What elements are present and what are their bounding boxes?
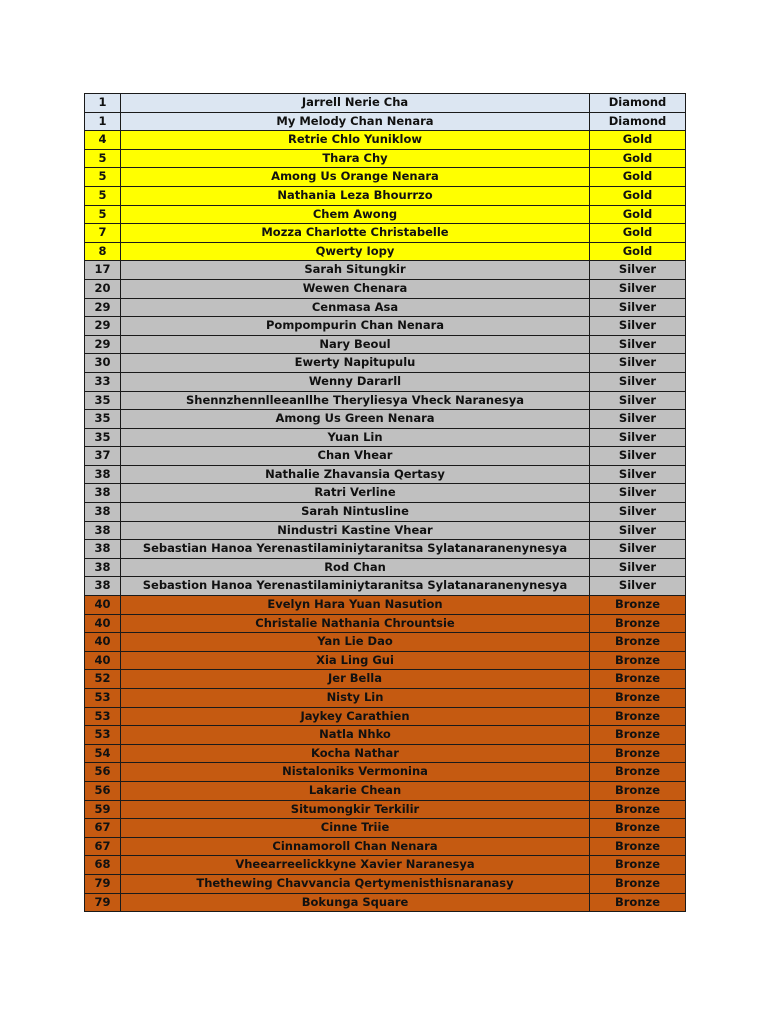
table-row	[85, 465, 686, 484]
table-row	[85, 633, 686, 652]
rank-cell: 1	[85, 94, 121, 113]
rank-cell: 8	[85, 242, 121, 261]
tier-cell: Silver	[590, 428, 686, 447]
tier-cell: Bronze	[590, 744, 686, 763]
name-cell: Yan Lie Dao	[121, 633, 590, 652]
name-cell: Ratri Verline	[121, 484, 590, 503]
table-row	[85, 186, 686, 205]
table-row	[85, 874, 686, 893]
rank-cell: 52	[85, 670, 121, 689]
name-cell: Wewen Chenara	[121, 279, 590, 298]
rank-cell: 35	[85, 428, 121, 447]
table-row	[85, 391, 686, 410]
tier-cell: Silver	[590, 503, 686, 522]
table-row	[85, 837, 686, 856]
tier-cell: Bronze	[590, 670, 686, 689]
rank-cell: 38	[85, 484, 121, 503]
rank-cell: 5	[85, 168, 121, 187]
tier-cell: Silver	[590, 335, 686, 354]
name-cell: Qwerty Iopy	[121, 242, 590, 261]
table-row	[85, 317, 686, 336]
rank-cell: 38	[85, 540, 121, 559]
rank-cell: 29	[85, 298, 121, 317]
table-row	[85, 744, 686, 763]
name-cell: Kocha Nathar	[121, 744, 590, 763]
table-row	[85, 335, 686, 354]
rank-cell: 67	[85, 819, 121, 838]
tier-cell: Bronze	[590, 633, 686, 652]
tier-cell: Silver	[590, 298, 686, 317]
name-cell: Evelyn Hara Yuan Nasution	[121, 596, 590, 615]
rank-cell: 33	[85, 372, 121, 391]
tier-cell: Bronze	[590, 689, 686, 708]
table-row	[85, 577, 686, 596]
table-row	[85, 726, 686, 745]
table-row	[85, 149, 686, 168]
name-cell: Nathalie Zhavansia Qertasy	[121, 465, 590, 484]
tier-cell: Diamond	[590, 112, 686, 131]
rank-cell: 35	[85, 410, 121, 429]
name-cell: Rod Chan	[121, 558, 590, 577]
rank-cell: 30	[85, 354, 121, 373]
rank-cell: 5	[85, 205, 121, 224]
name-cell: Retrie Chlo Yuniklow	[121, 131, 590, 150]
table-row	[85, 168, 686, 187]
table-row	[85, 410, 686, 429]
name-cell: Cinne Triie	[121, 819, 590, 838]
tier-cell: Silver	[590, 391, 686, 410]
name-cell: Chan Vhear	[121, 447, 590, 466]
table-row	[85, 428, 686, 447]
tier-cell: Silver	[590, 279, 686, 298]
rank-cell: 1	[85, 112, 121, 131]
rank-cell: 20	[85, 279, 121, 298]
rank-cell: 29	[85, 335, 121, 354]
name-cell: Wenny Dararll	[121, 372, 590, 391]
tier-cell: Bronze	[590, 726, 686, 745]
rank-cell: 4	[85, 131, 121, 150]
tier-cell: Silver	[590, 410, 686, 429]
name-cell: Thara Chy	[121, 149, 590, 168]
name-cell: Natla Nhko	[121, 726, 590, 745]
tier-cell: Bronze	[590, 781, 686, 800]
name-cell: Lakarie Chean	[121, 781, 590, 800]
name-cell: Jer Bella	[121, 670, 590, 689]
rank-cell: 40	[85, 633, 121, 652]
name-cell: Cenmasa Asa	[121, 298, 590, 317]
rank-cell: 54	[85, 744, 121, 763]
tier-cell: Silver	[590, 372, 686, 391]
table-row	[85, 372, 686, 391]
name-cell: Shennzhennlleeanllhe Theryliesya Vheck Naranesya	[121, 391, 590, 410]
table-row	[85, 224, 686, 243]
rank-cell: 5	[85, 149, 121, 168]
table-row	[85, 94, 686, 113]
rank-cell: 53	[85, 726, 121, 745]
rank-cell: 5	[85, 186, 121, 205]
rank-cell: 68	[85, 856, 121, 875]
tier-cell: Bronze	[590, 651, 686, 670]
table-row	[85, 707, 686, 726]
tier-cell: Gold	[590, 242, 686, 261]
rank-cell: 79	[85, 893, 121, 912]
table-row	[85, 651, 686, 670]
table-row	[85, 540, 686, 559]
table-row	[85, 596, 686, 615]
tier-cell: Silver	[590, 540, 686, 559]
name-cell: Nisty Lin	[121, 689, 590, 708]
rank-cell: 38	[85, 503, 121, 522]
tier-cell: Silver	[590, 447, 686, 466]
tier-cell: Silver	[590, 465, 686, 484]
tier-cell: Diamond	[590, 94, 686, 113]
tier-cell: Bronze	[590, 763, 686, 782]
name-cell: Jaykey Carathien	[121, 707, 590, 726]
name-cell: Xia Ling Gui	[121, 651, 590, 670]
table-row	[85, 205, 686, 224]
name-cell: My Melody Chan Nenara	[121, 112, 590, 131]
tier-cell: Silver	[590, 521, 686, 540]
rank-cell: 29	[85, 317, 121, 336]
table-row	[85, 856, 686, 875]
tier-cell: Bronze	[590, 874, 686, 893]
name-cell: Among Us Orange Nenara	[121, 168, 590, 187]
rank-cell: 67	[85, 837, 121, 856]
table-row	[85, 614, 686, 633]
name-cell: Christalie Nathania Chrountsie	[121, 614, 590, 633]
rank-cell: 53	[85, 689, 121, 708]
name-cell: Nary Beoul	[121, 335, 590, 354]
tier-cell: Bronze	[590, 800, 686, 819]
tier-cell: Gold	[590, 186, 686, 205]
rank-cell: 35	[85, 391, 121, 410]
name-cell: Sarah Nintusline	[121, 503, 590, 522]
ranking-table	[84, 93, 686, 912]
rank-cell: 38	[85, 558, 121, 577]
tier-cell: Silver	[590, 484, 686, 503]
tier-cell: Bronze	[590, 837, 686, 856]
name-cell: Ewerty Napitupulu	[121, 354, 590, 373]
tier-cell: Silver	[590, 261, 686, 280]
name-cell: Nathania Leza Bhourrzo	[121, 186, 590, 205]
name-cell: Among Us Green Nenara	[121, 410, 590, 429]
name-cell: Jarrell Nerie Cha	[121, 94, 590, 113]
rank-cell: 7	[85, 224, 121, 243]
name-cell: Sebastian Hanoa Yerenastilaminiytaranitsa Sylatanaranenynesya	[121, 540, 590, 559]
rank-cell: 59	[85, 800, 121, 819]
tier-cell: Bronze	[590, 856, 686, 875]
name-cell: Nindustri Kastine Vhear	[121, 521, 590, 540]
name-cell: Pompompurin Chan Nenara	[121, 317, 590, 336]
table-row	[85, 279, 686, 298]
rank-cell: 38	[85, 465, 121, 484]
name-cell: Cinnamoroll Chan Nenara	[121, 837, 590, 856]
table-row	[85, 781, 686, 800]
table-row	[85, 131, 686, 150]
rank-cell: 37	[85, 447, 121, 466]
name-cell: Chem Awong	[121, 205, 590, 224]
rank-cell: 40	[85, 651, 121, 670]
name-cell: Bokunga Square	[121, 893, 590, 912]
table-row	[85, 261, 686, 280]
tier-cell: Silver	[590, 558, 686, 577]
table-row	[85, 689, 686, 708]
rank-cell: 53	[85, 707, 121, 726]
table-row	[85, 484, 686, 503]
table-row	[85, 893, 686, 912]
tier-cell: Bronze	[590, 707, 686, 726]
rank-cell: 38	[85, 521, 121, 540]
tier-cell: Bronze	[590, 819, 686, 838]
tier-cell: Silver	[590, 354, 686, 373]
tier-cell: Bronze	[590, 893, 686, 912]
rank-cell: 40	[85, 614, 121, 633]
name-cell: Vheearreelickkyne Xavier Naranesya	[121, 856, 590, 875]
tier-cell: Silver	[590, 317, 686, 336]
table-row	[85, 447, 686, 466]
table-row	[85, 354, 686, 373]
tier-cell: Bronze	[590, 614, 686, 633]
rank-cell: 56	[85, 763, 121, 782]
rank-cell: 17	[85, 261, 121, 280]
rank-cell: 56	[85, 781, 121, 800]
table-row	[85, 298, 686, 317]
tier-cell: Gold	[590, 149, 686, 168]
name-cell: Nistaloniks Vermonina	[121, 763, 590, 782]
table-row	[85, 670, 686, 689]
table-row	[85, 800, 686, 819]
rank-cell: 79	[85, 874, 121, 893]
tier-cell: Gold	[590, 168, 686, 187]
table-row	[85, 503, 686, 522]
table-row	[85, 763, 686, 782]
tier-cell: Silver	[590, 577, 686, 596]
table-row	[85, 558, 686, 577]
tier-cell: Gold	[590, 205, 686, 224]
name-cell: Sarah Situngkir	[121, 261, 590, 280]
name-cell: Situmongkir Terkilir	[121, 800, 590, 819]
name-cell: Sebastion Hanoa Yerenastilaminiytaranitsa Sylatanaranenynesya	[121, 577, 590, 596]
rank-cell: 40	[85, 596, 121, 615]
ranking-table-body	[85, 94, 686, 912]
table-row	[85, 819, 686, 838]
table-row	[85, 112, 686, 131]
name-cell: Mozza Charlotte Christabelle	[121, 224, 590, 243]
tier-cell: Gold	[590, 131, 686, 150]
tier-cell: Bronze	[590, 596, 686, 615]
table-row	[85, 521, 686, 540]
table-row	[85, 242, 686, 261]
tier-cell: Gold	[590, 224, 686, 243]
name-cell: Thethewing Chavvancia Qertymenisthisnaranasy	[121, 874, 590, 893]
name-cell: Yuan Lin	[121, 428, 590, 447]
rank-cell: 38	[85, 577, 121, 596]
